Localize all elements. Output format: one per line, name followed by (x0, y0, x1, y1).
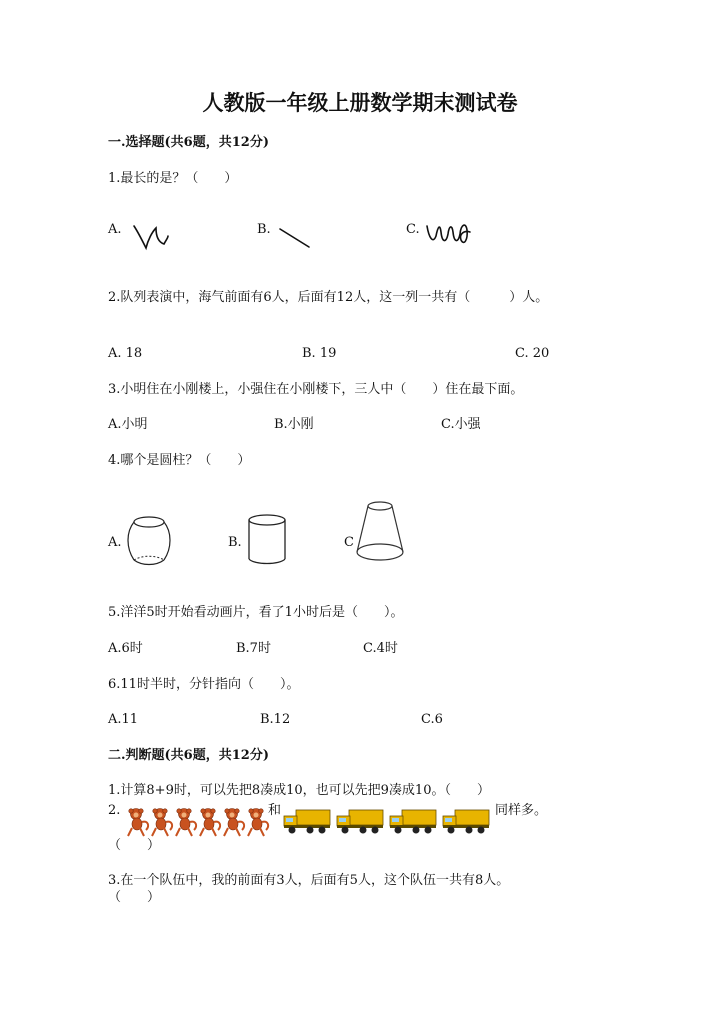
judge-2-and: 和 (268, 803, 282, 818)
q1-line-b (278, 226, 312, 250)
q4-option-b: B. (228, 535, 242, 550)
judge-2-end: 同样多。 (495, 803, 548, 818)
judge-2-blank: （ ） (108, 838, 161, 853)
barrel-shape-icon (124, 508, 174, 570)
section-heading-judge: 二.判断题(共6题，共12分) (108, 748, 269, 763)
section-heading-choice: 一.选择题(共6题，共12分) (108, 135, 269, 150)
q6-option-a: A.11 (108, 712, 139, 727)
monkey-group-icon (126, 806, 268, 838)
q1-line-c (424, 218, 474, 250)
question-6: 6.11时半时，分针指向（ ）。 (108, 677, 300, 692)
q4-option-a: A. (108, 535, 122, 550)
frustum-shape-icon (352, 498, 408, 566)
q1-option-a: A. (108, 222, 122, 237)
q2-option-b: B. 19 (302, 346, 337, 361)
q3-option-c: C.小强 (441, 417, 481, 432)
q2-option-a: A. 18 (108, 346, 143, 361)
q1-option-b: B. (257, 222, 271, 237)
question-5: 5.洋洋5时开始看动画片，看了1小时后是（ ）。 (108, 605, 404, 620)
judge-2-number: 2. (108, 803, 121, 818)
judge-1: 1.计算8+9时，可以先把8凑成10，也可以先把9凑成10。（ ） (108, 783, 490, 798)
q2-option-c: C. 20 (515, 346, 550, 361)
q5-option-a: A.6时 (108, 641, 143, 656)
q6-option-c: C.6 (421, 712, 443, 727)
question-3: 3.小明住在小刚楼上，小强住在小刚楼下，三人中（ ）住在最下面。 (108, 382, 524, 397)
q5-option-b: B.7时 (236, 641, 271, 656)
q3-option-a: A.小明 (108, 417, 148, 432)
q1-line-a (128, 222, 172, 252)
q3-option-b: B.小刚 (274, 417, 314, 432)
page-title: 人教版一年级上册数学期末测试卷 (202, 90, 518, 115)
q1-option-c: C. (406, 222, 420, 237)
judge-3-blank: （ ） (108, 890, 161, 905)
question-4: 4.哪个是圆柱？（ ） (108, 453, 251, 468)
cylinder-shape-icon (244, 512, 290, 568)
q4-option-c: C (344, 535, 354, 550)
question-2: 2.队列表演中，海气前面有6人，后面有12人，这一列一共有（ ）人。 (108, 290, 549, 305)
judge-3: 3.在一个队伍中，我的前面有3人，后面有5人，这个队伍一共有8人。 (108, 873, 510, 888)
q6-option-b: B.12 (260, 712, 291, 727)
question-1: 1.最长的是？（ ） (108, 171, 238, 186)
truck-group-icon (282, 806, 494, 836)
q5-option-c: C.4时 (363, 641, 398, 656)
